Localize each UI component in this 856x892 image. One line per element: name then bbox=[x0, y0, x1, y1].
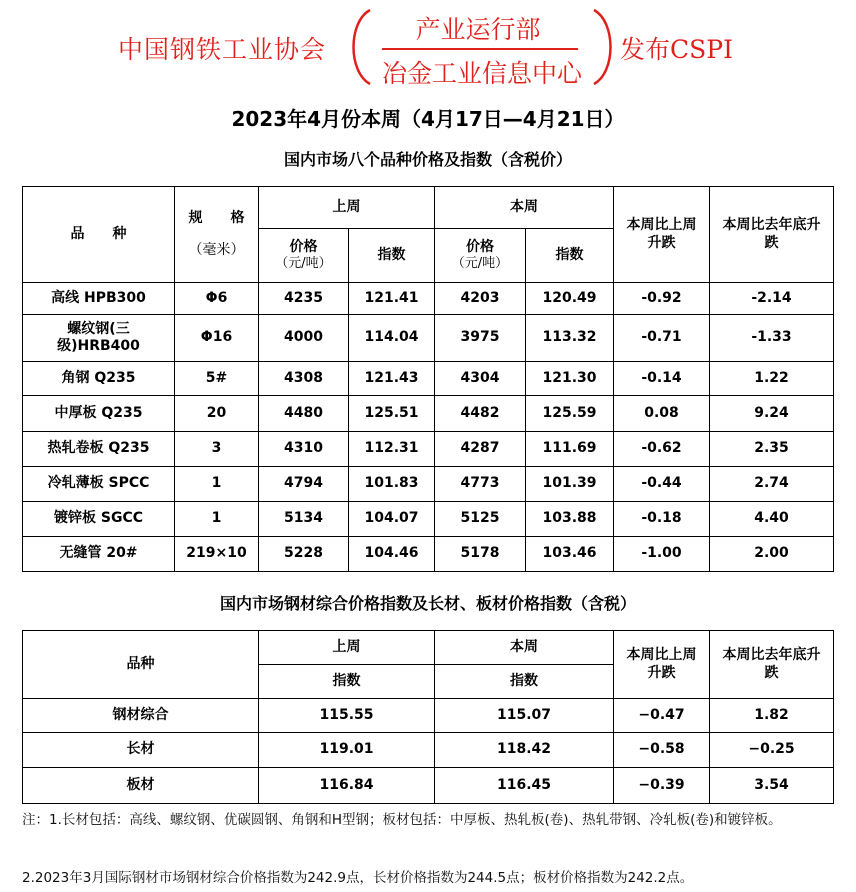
table-row bbox=[23, 396, 834, 432]
price-last-cell: 4310 bbox=[259, 432, 349, 467]
header-price-label: 价格 bbox=[466, 238, 494, 255]
header-price-label: 价格 bbox=[289, 238, 318, 255]
header-price-this bbox=[435, 229, 526, 283]
variety-cell: 镀锌板 SGCC bbox=[23, 502, 175, 537]
table-row bbox=[23, 537, 834, 572]
note-1: 注：1.长材包括：高线、螺纹钢、优碳圆钢、角钢和H型钢；板材包括：中厚板、热轧板(卷)、热轧带钢、冷轧板(卷)和镀锌板。 bbox=[22, 812, 782, 828]
table-row bbox=[23, 362, 834, 396]
index-last-cell: 104.46 bbox=[349, 537, 435, 572]
header-change-year: 本周比去年底升跌 bbox=[710, 631, 834, 699]
header-this-week: 本周 bbox=[435, 187, 614, 229]
header-price-unit: （元/吨） bbox=[451, 256, 509, 272]
index-this-cell: 101.39 bbox=[526, 467, 614, 502]
index-this-cell: 103.46 bbox=[526, 537, 614, 572]
price-this-cell: 3975 bbox=[435, 315, 526, 362]
header-price-last bbox=[259, 229, 349, 283]
variety-cell: 螺纹钢(三级)HRB400 bbox=[23, 315, 175, 362]
index-this-cell: 121.30 bbox=[526, 362, 614, 396]
variety-cell: 高线 HPB300 bbox=[23, 283, 175, 315]
header-last-week: 上周 bbox=[259, 631, 435, 665]
header-change-last: 本周比上周升跌 bbox=[614, 187, 710, 283]
change-last-cell: −0.47 bbox=[614, 699, 710, 733]
table-row bbox=[23, 283, 834, 315]
publisher-header bbox=[0, 0, 856, 92]
header-this-week: 本周 bbox=[435, 631, 614, 665]
header-price-unit: （元/吨） bbox=[275, 256, 332, 272]
header-spec bbox=[175, 187, 259, 283]
index-last-cell: 116.84 bbox=[259, 768, 435, 804]
publisher-dept: 产业运行部 bbox=[415, 15, 541, 44]
table-row bbox=[23, 699, 834, 733]
change-last-cell: -1.00 bbox=[614, 537, 710, 572]
price-last-cell: 4480 bbox=[259, 396, 349, 432]
change-year-cell: -1.33 bbox=[710, 315, 834, 362]
variety-cell: 无缝管 20# bbox=[23, 537, 175, 572]
index-last-cell: 119.01 bbox=[259, 733, 435, 768]
index-this-cell: 125.59 bbox=[526, 396, 614, 432]
header-index-this: 指数 bbox=[435, 665, 614, 699]
spec-cell: Φ6 bbox=[175, 283, 259, 315]
spec-cell: 3 bbox=[175, 432, 259, 467]
change-year-cell: 2.00 bbox=[710, 537, 834, 572]
header-index-last: 指数 bbox=[259, 665, 435, 699]
index-last-cell: 114.04 bbox=[349, 315, 435, 362]
change-year-cell: -2.14 bbox=[710, 283, 834, 315]
price-this-cell: 5125 bbox=[435, 502, 526, 537]
header-spec-unit: （毫米） bbox=[188, 241, 245, 258]
header-change-last: 本周比上周升跌 bbox=[614, 631, 710, 699]
publisher-center: 冶金工业信息中心 bbox=[381, 59, 582, 88]
price-last-cell: 4794 bbox=[259, 467, 349, 502]
change-last-cell: −0.39 bbox=[614, 768, 710, 804]
price-this-cell: 4482 bbox=[435, 396, 526, 432]
note-2: 2.2023年3月国际钢材市场钢材综合价格指数为242.9点，长材价格指数为244.5点；板材价格指数为242.2点。 bbox=[22, 870, 694, 886]
change-last-cell: -0.18 bbox=[614, 502, 710, 537]
index-this-cell: 118.42 bbox=[435, 733, 614, 768]
spec-cell: 1 bbox=[175, 502, 259, 537]
header-variety: 品种 bbox=[23, 631, 259, 699]
variety-cell: 冷轧薄板 SPCC bbox=[23, 467, 175, 502]
index-last-cell: 125.51 bbox=[349, 396, 435, 432]
price-this-cell: 4203 bbox=[435, 283, 526, 315]
change-year-cell: 2.74 bbox=[710, 467, 834, 502]
variety-cell: 长材 bbox=[23, 733, 259, 768]
index-this-cell: 116.45 bbox=[435, 768, 614, 804]
change-year-cell: 4.40 bbox=[710, 502, 834, 537]
price-last-cell: 4235 bbox=[259, 283, 349, 315]
header-spec-label: 规 格 bbox=[188, 210, 245, 226]
publisher-right: 发布CSPI bbox=[620, 35, 733, 64]
price-last-cell: 5228 bbox=[259, 537, 349, 572]
change-last-cell: -0.71 bbox=[614, 315, 710, 362]
table-row bbox=[23, 768, 834, 804]
index-this-cell: 103.88 bbox=[526, 502, 614, 537]
index-this-cell: 111.69 bbox=[526, 432, 614, 467]
price-this-cell: 5178 bbox=[435, 537, 526, 572]
change-year-cell: −0.25 bbox=[710, 733, 834, 768]
variety-cell: 中厚板 Q235 bbox=[23, 396, 175, 432]
index-last-cell: 121.43 bbox=[349, 362, 435, 396]
page-title: 2023年4月份本周（4月17日—4月21日） bbox=[231, 107, 625, 131]
change-last-cell: 0.08 bbox=[614, 396, 710, 432]
table-row bbox=[23, 467, 834, 502]
change-last-cell: −0.58 bbox=[614, 733, 710, 768]
price-last-cell: 4000 bbox=[259, 315, 349, 362]
table-row bbox=[23, 432, 834, 467]
change-last-cell: -0.14 bbox=[614, 362, 710, 396]
price-table bbox=[22, 186, 834, 572]
header-index-this: 指数 bbox=[526, 229, 614, 283]
change-year-cell: 1.22 bbox=[710, 362, 834, 396]
header-change-year: 本周比去年底升跌 bbox=[710, 187, 834, 283]
variety-cell: 板材 bbox=[23, 768, 259, 804]
index-last-cell: 112.31 bbox=[349, 432, 435, 467]
change-year-cell: 2.35 bbox=[710, 432, 834, 467]
index-last-cell: 104.07 bbox=[349, 502, 435, 537]
index-last-cell: 115.55 bbox=[259, 699, 435, 733]
spec-cell: 219×10 bbox=[175, 537, 259, 572]
spec-cell: 1 bbox=[175, 467, 259, 502]
header-divider bbox=[382, 48, 578, 50]
table1-title: 国内市场八个品种价格及指数（含税价） bbox=[283, 150, 572, 169]
variety-cell: 角钢 Q235 bbox=[23, 362, 175, 396]
price-this-cell: 4773 bbox=[435, 467, 526, 502]
header-variety: 品 种 bbox=[23, 187, 175, 283]
table-row bbox=[23, 315, 834, 362]
index-table bbox=[22, 630, 834, 804]
change-last-cell: -0.44 bbox=[614, 467, 710, 502]
table-row bbox=[23, 733, 834, 768]
spec-cell: 20 bbox=[175, 396, 259, 432]
price-this-cell: 4287 bbox=[435, 432, 526, 467]
change-year-cell: 9.24 bbox=[710, 396, 834, 432]
spec-cell: 5# bbox=[175, 362, 259, 396]
publisher-left: 中国钢铁工业协会 bbox=[118, 35, 327, 64]
index-this-cell: 120.49 bbox=[526, 283, 614, 315]
price-last-cell: 5134 bbox=[259, 502, 349, 537]
spec-cell: Φ16 bbox=[175, 315, 259, 362]
change-year-cell: 3.54 bbox=[710, 768, 834, 804]
price-this-cell: 4304 bbox=[435, 362, 526, 396]
variety-cell: 钢材综合 bbox=[23, 699, 259, 733]
change-year-cell: 1.82 bbox=[710, 699, 834, 733]
price-last-cell: 4308 bbox=[259, 362, 349, 396]
index-this-cell: 115.07 bbox=[435, 699, 614, 733]
index-this-cell: 113.32 bbox=[526, 315, 614, 362]
header-last-week: 上周 bbox=[259, 187, 435, 229]
index-last-cell: 101.83 bbox=[349, 467, 435, 502]
change-last-cell: -0.62 bbox=[614, 432, 710, 467]
right-bracket-icon bbox=[588, 8, 624, 86]
header-index-last: 指数 bbox=[349, 229, 435, 283]
index-last-cell: 121.41 bbox=[349, 283, 435, 315]
table-row bbox=[23, 502, 834, 537]
variety-cell: 热轧卷板 Q235 bbox=[23, 432, 175, 467]
table2-title: 国内市场钢材综合价格指数及长材、板材价格指数（含税） bbox=[219, 594, 636, 613]
change-last-cell: -0.92 bbox=[614, 283, 710, 315]
